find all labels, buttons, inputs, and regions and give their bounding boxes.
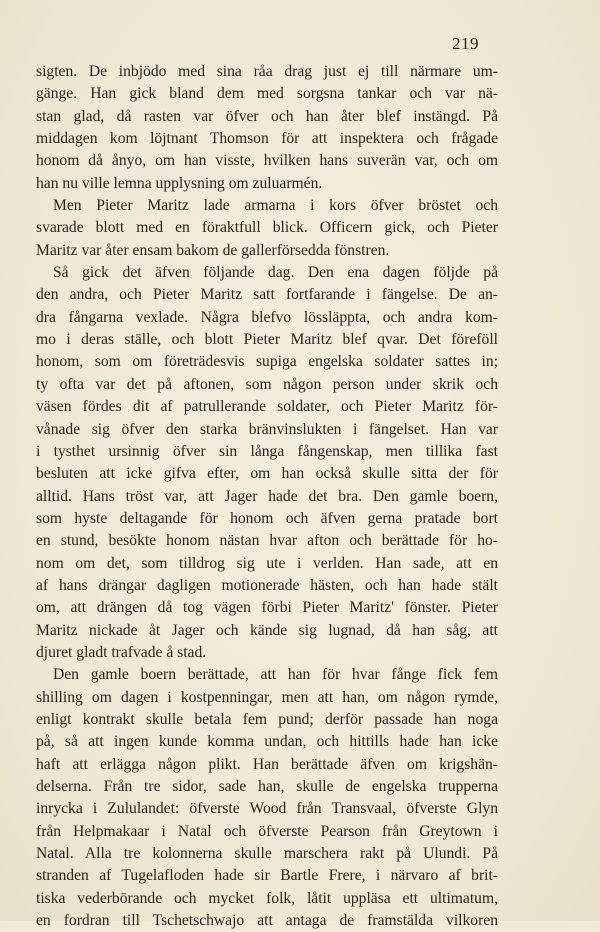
text-line: Så gick det äfven följande dag. Den ena dagen följde på	[53, 264, 498, 282]
text-line: middagen kom löjtnant Thomson för att inspektera och frågade	[36, 130, 498, 148]
text-line: Natal. Alla tre kolonnerna skulle marschera rakt på Ulundi. På	[36, 845, 498, 863]
text-line: stan glad, då rasten var öfver och han åter blef instängd. På	[36, 107, 498, 125]
text-line: han nu ville lemna upplysning om zuluarmén.	[36, 174, 323, 192]
text-line: ty ofta var det på aftonen, som någon person under skrik och	[36, 375, 498, 393]
text-line: på, så att ingen kunde komma undan, och hittills hade han icke	[36, 733, 498, 751]
body-text	[36, 61, 498, 932]
text-line: från Helpmakaar i Natal och öfverste Pearson från Greytown i	[36, 822, 498, 840]
text-line: Maritz var åter ensam bakom de gallerförsedda fönstren.	[36, 241, 390, 259]
text-line: en stund, besökte honom nästan hvar afton och berättade för ho-	[36, 532, 498, 550]
text-line: en fordran till Tschetschwajo att antaga de framstälda vilkoren	[36, 912, 498, 930]
text-line: enligt kontrakt skulle betala fem pund; derför passade han noga	[36, 710, 498, 728]
text-line: i tysthet ursinnig öfver sin långa fångenskap, men tillika fast	[36, 442, 498, 460]
text-line: den andra, och Pieter Maritz satt fortfarande i fängelse. De an-	[36, 286, 498, 304]
text-line: tiska vederbörande och mycket folk, låtit uppläsa ett ultimatum,	[36, 889, 498, 907]
text-line: sigten. De inbjödo med sina råa drag just ej till närmare um-	[36, 63, 498, 80]
text-line: delserna. Från tre sidor, sade han, skulle de engelska trupperna	[36, 778, 498, 795]
text-line: haft att erlägga någon plikt. Han berättade äfven om krigshän-	[36, 755, 498, 773]
text-line: alltid. Hans tröst var, att Jager hade det bra. Den gamle boern,	[36, 487, 498, 505]
text-line: honom då ånyo, om han visste, hvilken hans suverän var, och om	[36, 152, 498, 170]
page-number: 219	[452, 34, 479, 53]
text-line: vånade sig öfver den starka bränvinslukten i fängelset. Han var	[36, 420, 498, 438]
text-line: nom om det, som tilldrog sig ute i verlden. Han sade, att en	[36, 554, 498, 572]
text-line: som hyste deltagande för honom och äfven gerna pratade bort	[36, 509, 498, 527]
text-line: väsen fördes dit af patrullerande soldater, och Pieter Maritz för-	[36, 398, 498, 416]
text-line: Maritz nickade åt Jager och kände sig lugnad, då han såg, att	[36, 621, 498, 639]
text-line: Den gamle boern berättade, att han för hvar fånge fick fem	[53, 666, 498, 684]
text-line: inrycka i Zululandet: öfverste Wood från Transvaal, öfverste Glyn	[36, 800, 498, 818]
text-line: af hans drängar dagligen motionerade hästen, och han hade stält	[36, 576, 498, 594]
text-line: djuret gladt trafvade å stad.	[36, 643, 207, 661]
text-line: dra fångarna vexlade. Några blefvo lössläppta, och andra kom-	[36, 308, 498, 326]
text-line: Men Pieter Maritz lade armarna i kors öfver bröstet och	[53, 197, 498, 215]
text-line: honom, som om företrädesvis supiga engelska soldater sattes in;	[36, 353, 498, 371]
text-line: om, att drängen då tog vägen förbi Pieter Maritz' fönster. Pieter	[36, 599, 498, 617]
text-line: shilling om dagen i kostpenningar, men att han, om någon rymde,	[36, 688, 498, 706]
text-line: gänge. Han gick bland dem med sorgsna tankar och var nä-	[36, 85, 498, 103]
text-line: mo i deras ställe, och blott Pieter Maritz blef qvar. Det föreföll	[36, 331, 498, 349]
text-line: besluten att icke gifva efter, om han också skulle sitta der för	[36, 465, 498, 483]
text-line: stranden af Tugelafloden hade sir Bartle Frere, i närvaro af brit-	[36, 867, 498, 885]
text-line: svarade blott med en föraktfull blick. Officern gick, och Pieter	[36, 219, 498, 237]
